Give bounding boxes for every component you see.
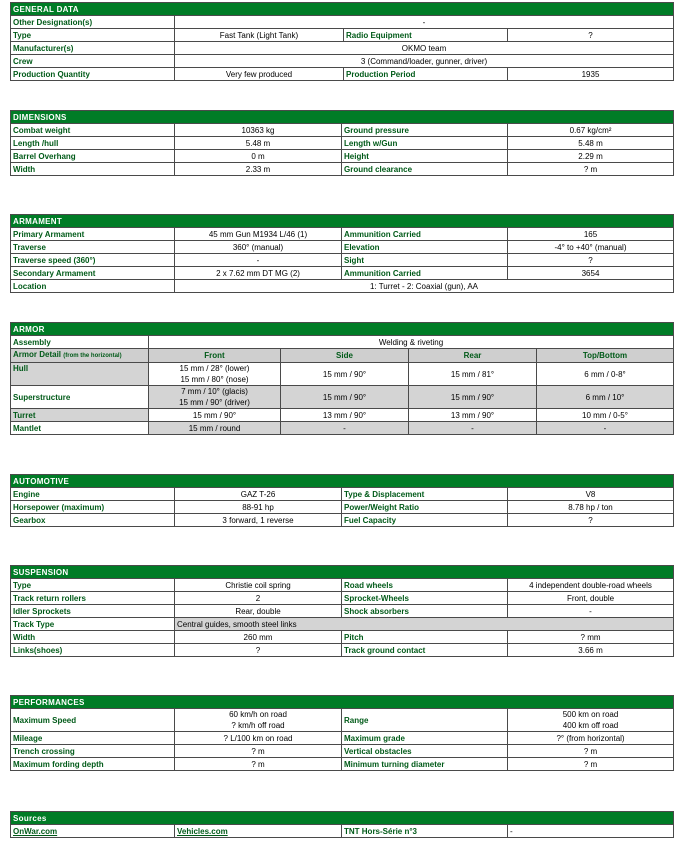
field-value: ? [508, 254, 674, 267]
field-label: Power/Weight Ratio [342, 501, 508, 514]
field-value: Fast Tank (Light Tank) [175, 29, 344, 42]
section-title: ARMAMENT [11, 215, 674, 228]
section-title: Sources [11, 812, 674, 825]
section-title: PERFORMANCES [11, 696, 674, 709]
field-label: Other Designation(s) [11, 16, 175, 29]
field-value: 0.67 kg/cm² [508, 124, 674, 137]
field-value: 1: Turret - 2: Coaxial (gun), AA [175, 280, 674, 293]
column-header-rear: Rear [409, 349, 537, 363]
field-value: OKMO team [175, 42, 674, 55]
field-label: Combat weight [11, 124, 175, 137]
field-value: Central guides, smooth steel links [175, 618, 674, 631]
field-value [508, 709, 674, 732]
field-value: 360° (manual) [175, 241, 342, 254]
armor-mantlet-side: - [281, 422, 409, 435]
field-label: Traverse [11, 241, 175, 254]
field-value: ? [508, 514, 674, 527]
field-label: Fuel Capacity [342, 514, 508, 527]
field-label: Location [11, 280, 175, 293]
sources-section [10, 811, 673, 838]
field-label: Maximum fording depth [11, 758, 175, 771]
armament-section [10, 214, 673, 293]
field-value: - [508, 605, 674, 618]
suspension-section [10, 565, 673, 657]
field-value: -4° to +40° (manual) [508, 241, 674, 254]
field-label: Elevation [342, 241, 508, 254]
dimensions-section [10, 110, 673, 176]
field-value: 2 x 7.62 mm DT MG (2) [175, 267, 342, 280]
field-label: Sprocket-Wheels [342, 592, 508, 605]
field-value: ? [508, 29, 674, 42]
field-label: Idler Sprockets [11, 605, 175, 618]
field-label: Minimum turning diameter [342, 758, 508, 771]
source-onwar-cell [11, 825, 175, 838]
field-label: Sight [342, 254, 508, 267]
field-label: Engine [11, 488, 175, 501]
armor-superstructure-front-glacis: 7 mm / 10° (glacis) [181, 387, 248, 396]
field-label: Maximum Speed [11, 709, 175, 732]
field-value: GAZ T-26 [175, 488, 342, 501]
field-value: 45 mm Gun M1934 L/46 (1) [175, 228, 342, 241]
field-value: ? [175, 644, 342, 657]
field-value: Welding & riveting [149, 336, 674, 349]
field-value: 165 [508, 228, 674, 241]
field-label: Type [11, 29, 175, 42]
field-value: - [175, 16, 674, 29]
max-speed-offroad: ? km/h off road [231, 721, 285, 730]
column-header-side: Side [281, 349, 409, 363]
armor-hull-side: 15 mm / 90° [281, 363, 409, 386]
field-value: - [175, 254, 342, 267]
field-label: Links(shoes) [11, 644, 175, 657]
armor-superstructure-front-driver: 15 mm / 90° (driver) [179, 398, 250, 407]
field-value: ? m [508, 745, 674, 758]
field-label: Production Quantity [11, 68, 175, 81]
field-value: 2.29 m [508, 150, 674, 163]
armor-turret-top: 10 mm / 0-5° [537, 409, 674, 422]
source-onwar-link[interactable]: OnWar.com [13, 826, 58, 836]
field-value: 3.66 m [508, 644, 674, 657]
field-value: 2 [175, 592, 342, 605]
armor-mantlet-rear: - [409, 422, 537, 435]
field-value: 260 mm [175, 631, 342, 644]
armor-superstructure-top: 6 mm / 10° [537, 386, 674, 409]
armor-turret-side: 13 mm / 90° [281, 409, 409, 422]
field-label: Vertical obstacles [342, 745, 508, 758]
section-title: GENERAL DATA [11, 3, 674, 16]
section-title: ARMOR [11, 323, 674, 336]
armor-section [10, 322, 673, 435]
field-label: Maximum grade [342, 732, 508, 745]
armor-hull-rear: 15 mm / 81° [409, 363, 537, 386]
field-label: Shock absorbers [342, 605, 508, 618]
armor-detail-header [11, 349, 149, 363]
field-value: 4 independent double-road wheels [508, 579, 674, 592]
section-title: SUSPENSION [11, 566, 674, 579]
section-title: AUTOMOTIVE [11, 475, 674, 488]
field-label: Crew [11, 55, 175, 68]
field-label: Length /hull [11, 137, 175, 150]
field-value: Very few produced [175, 68, 344, 81]
field-label: Track Type [11, 618, 175, 631]
armor-mantlet-front: 15 mm / round [149, 422, 281, 435]
field-value: Christie coil spring [175, 579, 342, 592]
field-label: Height [342, 150, 508, 163]
field-label: Barrel Overhang [11, 150, 175, 163]
column-header-top-bottom: Top/Bottom [537, 349, 674, 363]
armor-mantlet-top: - [537, 422, 674, 435]
column-header-front: Front [149, 349, 281, 363]
field-value: ? m [508, 163, 674, 176]
field-label: Width [11, 631, 175, 644]
field-label: Manufacturer(s) [11, 42, 175, 55]
automotive-section [10, 474, 673, 527]
field-label: Radio Equipment [344, 29, 508, 42]
field-value: ? m [508, 758, 674, 771]
field-label: Production Period [344, 68, 508, 81]
field-label: Ground pressure [342, 124, 508, 137]
field-value: 5.48 m [175, 137, 342, 150]
field-value: 10363 kg [175, 124, 342, 137]
field-label: Range [342, 709, 508, 732]
performances-section [10, 695, 673, 771]
field-value: 8.78 hp / ton [508, 501, 674, 514]
field-label: Gearbox [11, 514, 175, 527]
armor-hull-front-lower: 15 mm / 28° (lower) [179, 364, 250, 373]
field-label: Primary Armament [11, 228, 175, 241]
field-value: 3654 [508, 267, 674, 280]
range-road: 500 km on road [562, 710, 619, 719]
armor-turret-rear: 13 mm / 90° [409, 409, 537, 422]
field-label: Road wheels [342, 579, 508, 592]
general-data-section [10, 2, 673, 81]
field-value: ? L/100 km on road [175, 732, 342, 745]
source-tnt: TNT Hors-Série n°3 [342, 825, 508, 838]
field-label: Type [11, 579, 175, 592]
source-tnt-value: - [508, 825, 674, 838]
field-value: ? m [175, 745, 342, 758]
field-value: 88-91 hp [175, 501, 342, 514]
armor-hull-front [149, 363, 281, 386]
field-label: Horsepower (maximum) [11, 501, 175, 514]
max-speed-road: 60 km/h on road [229, 710, 287, 719]
field-value: 0 m [175, 150, 342, 163]
field-label: Mileage [11, 732, 175, 745]
field-label: Track return rollers [11, 592, 175, 605]
field-value: V8 [508, 488, 674, 501]
armor-superstructure-front [149, 386, 281, 409]
armor-hull-top: 6 mm / 0-8° [537, 363, 674, 386]
field-label: Type & Displacement [342, 488, 508, 501]
field-label: Ammunition Carried [342, 228, 508, 241]
field-label: Width [11, 163, 175, 176]
field-label: Assembly [11, 336, 149, 349]
field-value: 5.48 m [508, 137, 674, 150]
armor-row-label: Superstructure [11, 386, 149, 409]
field-value: Front, double [508, 592, 674, 605]
field-value: ? m [175, 758, 342, 771]
source-vehicles-cell [175, 825, 342, 838]
field-label: Pitch [342, 631, 508, 644]
field-value: 3 (Command/loader, gunner, driver) [175, 55, 674, 68]
armor-row-label: Hull [11, 363, 149, 386]
field-label: Secondary Armament [11, 267, 175, 280]
field-value: 1935 [508, 68, 674, 81]
armor-superstructure-rear: 15 mm / 90° [409, 386, 537, 409]
field-value: ? mm [508, 631, 674, 644]
armor-hull-front-nose: 15 mm / 80° (nose) [180, 375, 249, 384]
range-offroad: 400 km off road [562, 721, 619, 730]
field-value: Rear, double [175, 605, 342, 618]
armor-turret-front: 15 mm / 90° [149, 409, 281, 422]
field-label: Traverse speed (360°) [11, 254, 175, 267]
armor-row-label: Turret [11, 409, 149, 422]
section-title: DIMENSIONS [11, 111, 674, 124]
field-label: Ground clearance [342, 163, 508, 176]
armor-row-label: Mantlet [11, 422, 149, 435]
field-value [175, 709, 342, 732]
field-label: Ammunition Carried [342, 267, 508, 280]
source-vehicles-link[interactable]: Vehicles.com [177, 826, 228, 836]
field-value: 2.33 m [175, 163, 342, 176]
armor-detail-label: Armor Detail [13, 350, 62, 359]
field-label: Track ground contact [342, 644, 508, 657]
armor-detail-sub: (from the horizontal) [63, 353, 122, 359]
armor-superstructure-side: 15 mm / 90° [281, 386, 409, 409]
field-label: Length w/Gun [342, 137, 508, 150]
field-value: ?° (from horizontal) [508, 732, 674, 745]
field-label: Trench crossing [11, 745, 175, 758]
field-value: 3 forward, 1 reverse [175, 514, 342, 527]
